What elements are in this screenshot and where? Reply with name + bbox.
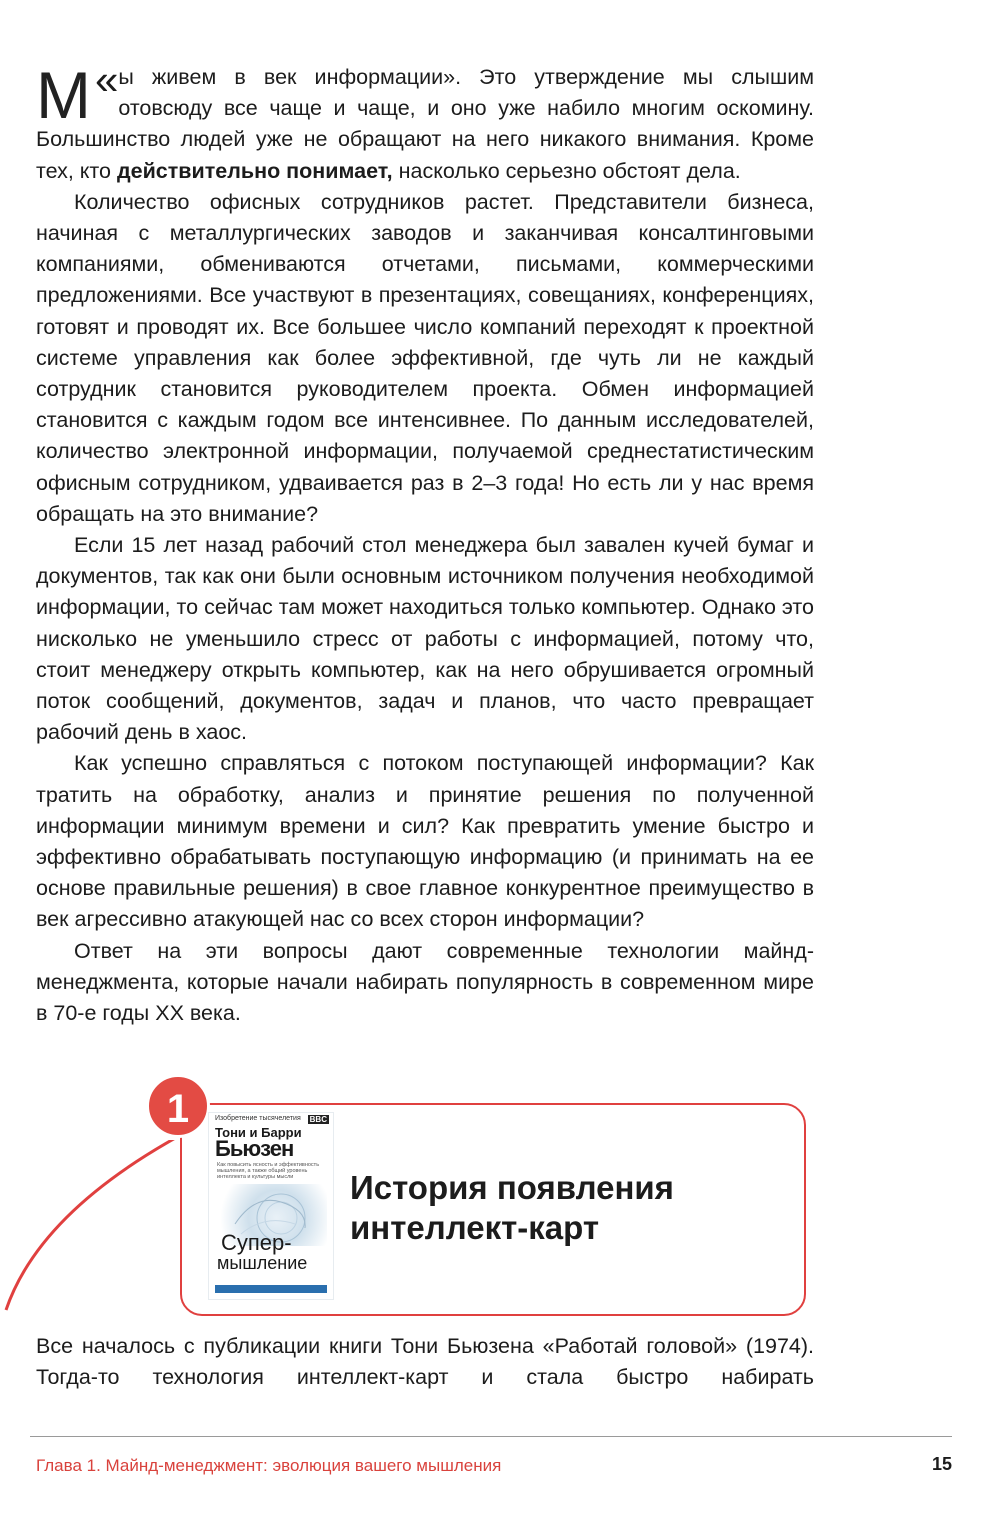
book-author-surname: Бьюзен (215, 1136, 294, 1161)
paragraph-5: Ответ на эти вопросы дают современные технологии майнд-менеджмента, которые начали набирать популярность в современном мире в 70-е годы XX века. (36, 938, 814, 1026)
book-cover-band (215, 1285, 327, 1293)
page-number: 15 (931, 1454, 952, 1474)
paragraph-1 (36, 56, 814, 187)
book-cover-top (209, 1113, 333, 1124)
paragraph-1-text: ы живем в век информации». Это утверждение мы слышим отовсюду все чаще и чаще, и оно уже набило многим оскомину. Большинство людей уже не обращают на него никакого внимания. Кроме тех, кто (36, 65, 814, 183)
section-title: История появления интеллект-карт (350, 1169, 674, 1246)
bbc-logo: BBC (309, 1115, 327, 1124)
paragraph-2: Количество офисных сотрудников растет. Представители бизнеса, начиная с металлургических заводов и заканчивая консалтинговыми компаниями, обмениваются отчетами, письмами, коммерческими предложениями. Все участвуют в презентациях, совещаниях, конференциях, готовят и проводят их. Все большее число компаний переходят к проектной системе управления как более эффективной, где чуть ли не каждый сотрудник становится руководителем проекта. Обмен информацией становится с каждым годом все интенсивнее. По данным исследователей, количество электронной информации, получаемой среднестатистическим офисным сотрудником, удваивается раз в 2–3 года! Но есть ли у нас время обращать на это внимание? (36, 189, 814, 526)
book-title-line-1: Супер- (221, 1230, 292, 1255)
book-cover-image (208, 1112, 334, 1300)
section-intro-text (36, 1331, 814, 1393)
section-number-badge: 1 (146, 1074, 210, 1138)
book-title-line-2: мышление (217, 1253, 308, 1273)
book-series: Изобретение тысячелетия (215, 1115, 301, 1122)
section-intro-paragraph: Все началось с публикации книги Тони Бьюзена «Работай головой» (1974). Тогда-то технология интеллект-карт и стала быстро набирать (36, 1334, 814, 1390)
paragraph-1-tail: насколько серьезно обстоят дела. (392, 158, 741, 183)
book-authors: Тони и Барри (215, 1125, 302, 1140)
book-tagline: Как повысить ясность и эффективность мышления, а также общий уровень интеллекта и культуры мысли (217, 1162, 320, 1180)
drop-cap-letter: М (36, 58, 91, 132)
drop-cap (36, 56, 117, 132)
main-body-text (36, 56, 814, 1029)
running-footer-chapter: Глава 1. Майнд-менеджмент: эволюция вашего мышления (36, 1456, 502, 1475)
paragraph-3: Если 15 лет назад рабочий стол менеджера был завален кучей бумаг и документов, так как они были основным источником получения необходимой информации, то сейчас там может находиться только компьютер. Однако это нисколько не уменьшило стресс от работы с информацией, потому что, стоит менеджеру открыть компьютер, как на него обрушивается огромный поток сообщений, документов, задач и планов, что часто превращает рабочий день в хаос. (36, 533, 814, 745)
footer-divider (30, 1436, 952, 1437)
opening-quote: « (94, 56, 117, 103)
paragraph-4: Как успешно справляться с потоком поступающей информации? Как тратить на обработку, анализ и принятие решения по полученной информации минимум времени и сил? Как превратить умение быстро и эффективно обрабатывать поступающую информацию (и принимать на ее основе правильные решения) в свое главное конкурентное преимущество в век агрессивно атакующей нас со всех сторон информации? (36, 751, 814, 932)
emphasis-text: действительно понимает, (116, 158, 393, 183)
